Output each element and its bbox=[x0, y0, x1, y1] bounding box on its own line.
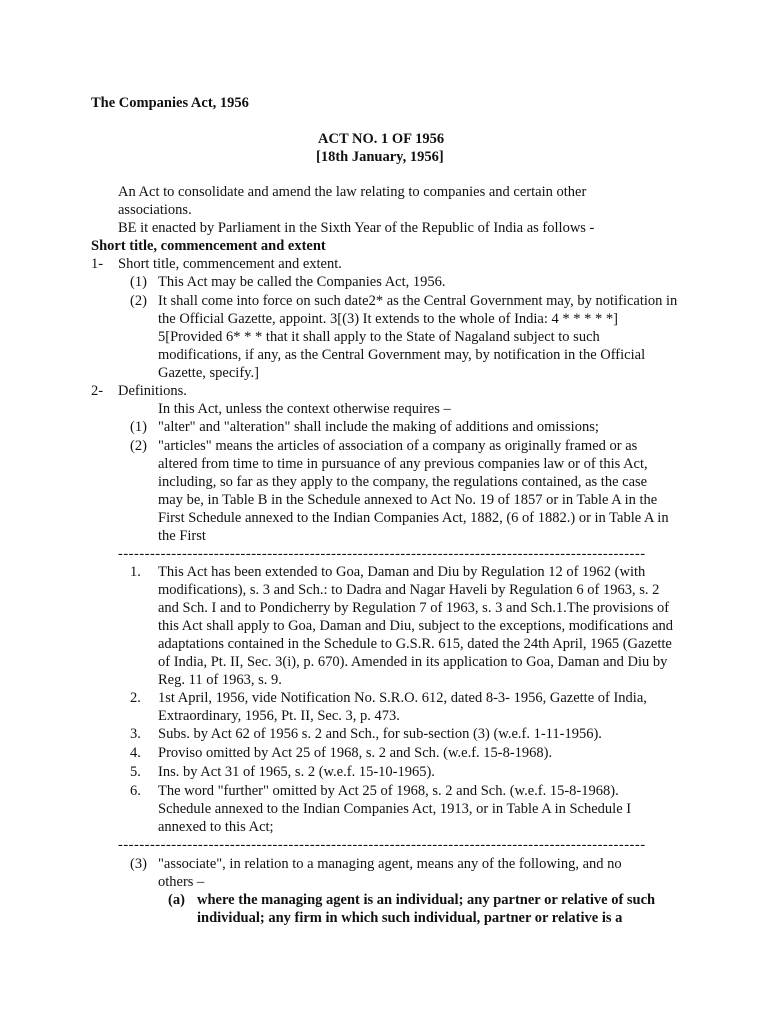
clause-text: "articles" means the articles of association of a company as originally framed or as altered from time to time in pursuance of any previous companies law or of this Act, including, so far as they apply to the company, the regulations contained, as the case may be, in Table B in the Schedule annexed to Act No. 19 of 1857 or in Table A in the First Schedule annexed to the Indian Companies Act, 1882, (6 of 1882.) or in Table A in the First bbox=[158, 438, 669, 544]
enactment-clause: BE it enacted by Parliament in the Sixth Year of the Republic of India as follows - bbox=[118, 220, 595, 236]
act-date: [18th January, 1956] bbox=[316, 149, 444, 165]
clause-number: (3) bbox=[130, 856, 147, 872]
footnote-number: 2. bbox=[130, 690, 141, 706]
footnote-text: Proviso omitted by Act 25 of 1968, s. 2 and Sch. (w.e.f. 15-8-1968). bbox=[158, 745, 553, 761]
section-number: 1- bbox=[91, 256, 104, 272]
subclause-number: (a) bbox=[168, 892, 185, 908]
act-number: ACT NO. 1 OF 1956 bbox=[318, 131, 445, 147]
divider-rule: --------------------------------------------------------------------------------------------------- bbox=[118, 546, 646, 562]
clause-text: "associate", in relation to a managing agent, means any of the following, and no others – bbox=[158, 856, 622, 890]
clause-number: (2) bbox=[130, 438, 147, 454]
clause-text: This Act may be called the Companies Act, 1956. bbox=[158, 274, 446, 290]
footnote-number: 3. bbox=[130, 726, 141, 742]
footnote-number: 5. bbox=[130, 764, 141, 780]
preamble: An Act to consolidate and amend the law relating to companies and certain other associations. bbox=[118, 184, 587, 218]
footnote-text: 1st April, 1956, vide Notification No. S.R.O. 612, dated 8-3- 1956, Gazette of India, Extraordinary, 1956, Pt. II, Sec. 3, p. 473. bbox=[158, 690, 647, 724]
footnote-text: The word "further" omitted by Act 25 of 1968, s. 2 and Sch. (w.e.f. 15-8-1968). Schedule annexed to the Indian Companies Act, 1913, or in Table A in Schedule I annexed to this Act; bbox=[158, 783, 632, 835]
footnote-number: 1. bbox=[130, 564, 141, 580]
subclause-text: where the managing agent is an individual; any partner or relative of such individual; any firm in which such individual, partner or relative is a bbox=[197, 892, 656, 926]
document-title: The Companies Act, 1956 bbox=[91, 95, 249, 111]
section-heading: Short title, commencement and extent bbox=[91, 238, 326, 254]
section-intro: In this Act, unless the context otherwise requires – bbox=[158, 401, 451, 417]
section-title: Short title, commencement and extent. bbox=[118, 256, 342, 272]
footnote-number: 4. bbox=[130, 745, 141, 761]
footnote-text: This Act has been extended to Goa, Daman and Diu by Regulation 12 of 1962 (with modifications), s. 3 and Sch.: to Dadra and Nagar Haveli by Regulation 6 of 1963, s. 2 and Sch. I and to Pondicherry by Regulation 7 of 1963, s. 3 and Sch.1.The provisions of this Act shall apply to Goa, Daman and Diu, subject to the exceptions, modifications and adaptations contained in the Schedule to G.S.R. 615, dated the 24th April, 1965 (Gazette of India, Pt. II, Sec. 3(i), p. 670). Amended in its application to Goa, Daman and Diu by Reg. 11 of 1963, s. 9. bbox=[158, 564, 674, 688]
clause-text: It shall come into force on such date2* as the Central Government may, by notification in the Official Gazette, appoint. 3[(3) It extends to the whole of India: 4 * * * * *] 5[Provided 6* * * that it shall apply to the State of Nagaland subject to such modifications, if any, as the Central Government may, by notification in the Official Gazette, specify.] bbox=[158, 293, 678, 381]
section-title: Definitions. bbox=[118, 383, 187, 399]
section-number: 2- bbox=[91, 383, 104, 399]
footnote-text: Subs. by Act 62 of 1956 s. 2 and Sch., for sub-section (3) (w.e.f. 1-11-1956). bbox=[158, 726, 602, 742]
divider-rule: --------------------------------------------------------------------------------------------------- bbox=[118, 837, 646, 853]
clause-text: "alter" and "alteration" shall include the making of additions and omissions; bbox=[158, 419, 599, 435]
footnote-text: Ins. by Act 31 of 1965, s. 2 (w.e.f. 15-10-1965). bbox=[158, 764, 435, 780]
clause-number: (1) bbox=[130, 419, 147, 435]
footnote-number: 6. bbox=[130, 783, 141, 799]
clause-number: (2) bbox=[130, 293, 147, 309]
clause-number: (1) bbox=[130, 274, 147, 290]
